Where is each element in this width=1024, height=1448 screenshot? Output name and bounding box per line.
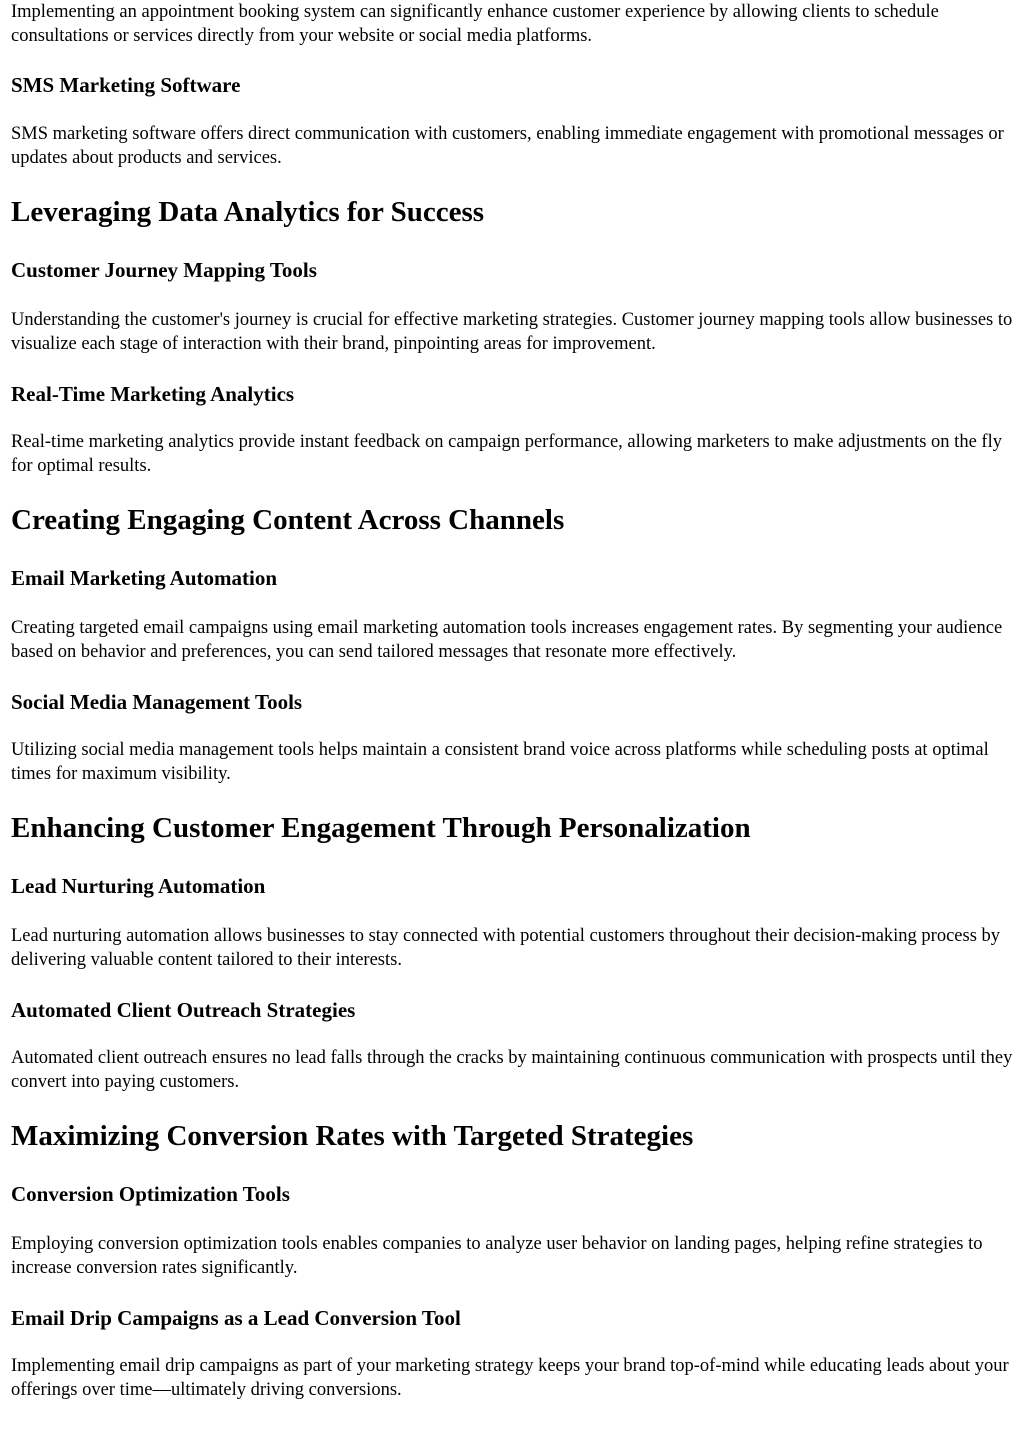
section-title-conversion-rates: Maximizing Conversion Rates with Targeted Strategies <box>11 1120 694 1152</box>
subsection-paragraph-conversion-optimization: Employing conversion optimization tools enables companies to analyze user behavior on landing pages, helping refine strategies to increase conversion rates significantly. <box>11 1234 983 1278</box>
section-title-data-analytics: Leveraging Data Analytics for Success <box>11 196 485 228</box>
subsection-heading-email-automation: Email Marketing Automation <box>11 566 277 590</box>
sms-paragraph: SMS marketing software offers direct communication with customers, enabling immediate engagement with promotional messages or updates about products and services. <box>11 124 1004 168</box>
subsection-heading-journey-mapping: Customer Journey Mapping Tools <box>11 258 317 282</box>
subsection-heading-social-media: Social Media Management Tools <box>11 690 303 714</box>
intro-paragraph: Implementing an appointment booking system can significantly enhance customer experience by allowing clients to schedule consultations or services directly from your website or social media platforms. <box>11 2 939 46</box>
section-title-personalization: Enhancing Customer Engagement Through Personalization <box>11 812 751 844</box>
section-title-engaging-content: Creating Engaging Content Across Channels <box>11 504 565 536</box>
subsection-paragraph-social-media: Utilizing social media management tools helps maintain a consistent brand voice across platforms while scheduling posts at optimal times for maximum visibility. <box>11 740 989 784</box>
subsection-heading-email-drip: Email Drip Campaigns as a Lead Conversion Tool <box>11 1306 461 1330</box>
subsection-heading-client-outreach: Automated Client Outreach Strategies <box>11 998 356 1022</box>
subsection-paragraph-lead-nurturing: Lead nurturing automation allows businesses to stay connected with potential customers throughout their decision-making process by delivering valuable content tailored to their interests. <box>11 926 1001 970</box>
subsection-paragraph-client-outreach: Automated client outreach ensures no lead falls through the cracks by maintaining continuous communication with prospects until they convert into paying customers. <box>11 1048 1013 1092</box>
subsection-paragraph-journey-mapping: Understanding the customer's journey is crucial for effective marketing strategies. Customer journey mapping tools allow businesses to visualize each stage of interaction with their brand, pinpointing areas for improvement. <box>11 310 1013 354</box>
sms-heading: SMS Marketing Software <box>11 73 241 97</box>
subsection-heading-realtime-analytics: Real-Time Marketing Analytics <box>11 382 295 406</box>
subsection-paragraph-email-automation: Creating targeted email campaigns using email marketing automation tools increases engagement rates. By segmenting your audience based on behavior and preferences, you can send tailored messages that resonate more effectively. <box>11 618 1003 662</box>
subsection-heading-conversion-optimization: Conversion Optimization Tools <box>11 1182 290 1206</box>
subsection-heading-lead-nurturing: Lead Nurturing Automation <box>11 874 266 898</box>
subsection-paragraph-email-drip: Implementing email drip campaigns as part of your marketing strategy keeps your brand top-of-mind while educating leads about your offerings over time—ultimately driving conversions. <box>11 1356 1009 1400</box>
subsection-paragraph-realtime-analytics: Real-time marketing analytics provide instant feedback on campaign performance, allowing marketers to make adjustments on the fly for optimal results. <box>11 432 1002 476</box>
